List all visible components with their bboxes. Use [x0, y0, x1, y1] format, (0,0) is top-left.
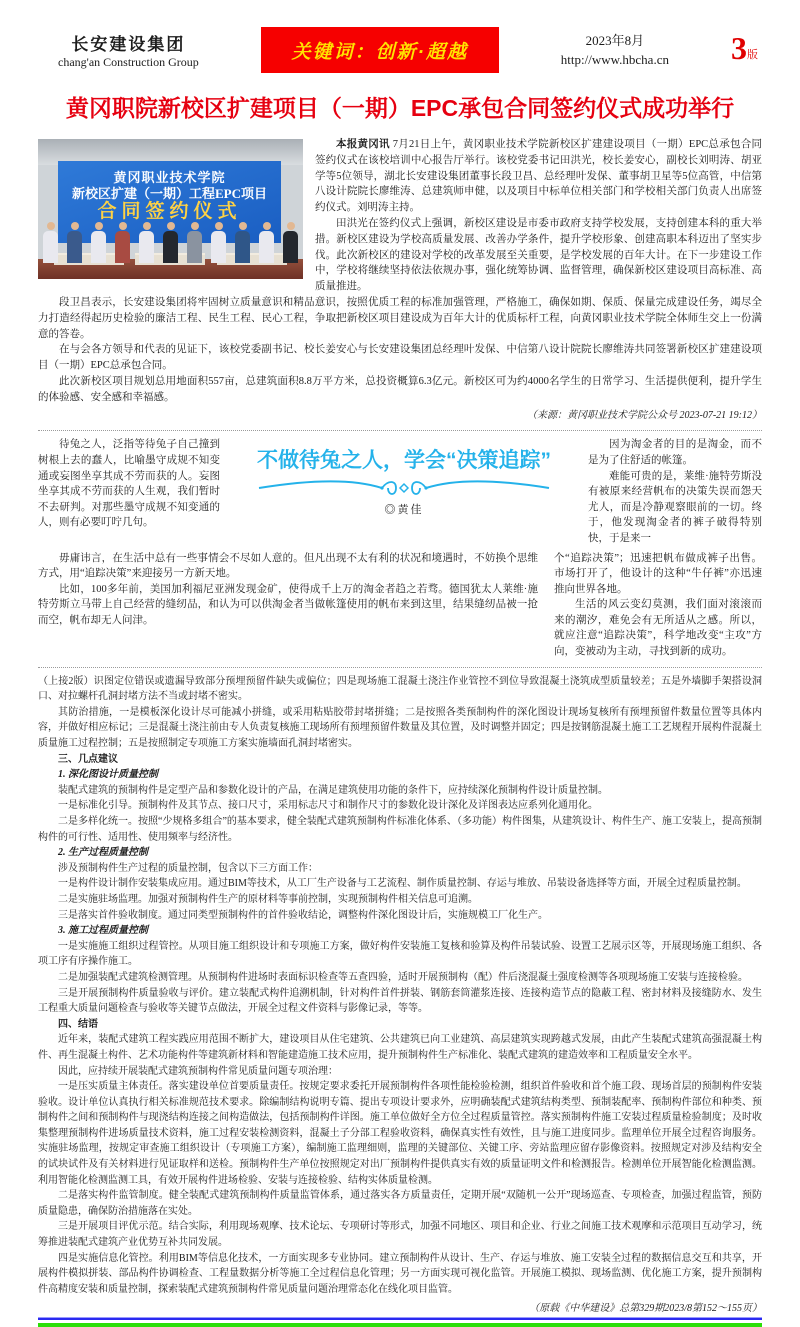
- organization-name-cn: 长安建设集团: [71, 35, 186, 54]
- paragraph: 二是实施驻场监理。加强对预制构件生产的原材料等事前控制，实现预制构件相关信息可追溯。: [58, 893, 478, 905]
- section-divider: [38, 430, 762, 431]
- essay-author: ◎黄佳: [384, 503, 424, 516]
- paragraph: 在与会各方领导和代表的见证下，该校党委副书记、校长姜安心与长安建设集团总经理叶发保、中信第八设计院院长廖维涛共同签署新校区扩建建设项目（一期）EPC总承包合同。: [38, 344, 762, 372]
- organization-block: [42, 30, 199, 70]
- dateline-label: 本报黄冈讯: [336, 138, 390, 150]
- paragraph: 一是标准化引导。预制构件及其节点、接口尺寸，采用标志尺寸和制作尺寸的参数化设计深化及详图表达应系列化通用化。: [58, 800, 598, 812]
- article-source: （原载《中华建设》总第329期2023/8第152～155页）: [529, 1303, 762, 1315]
- essay-section: [38, 437, 762, 659]
- paragraph: 个“追踪决策”；迅速把帆布做成裤子出售。市场打开了，他设计的这种“牛仔裤”亦迅速推向世界各地。: [554, 552, 762, 595]
- paragraph: 一是实施施工组织过程管控。从项目施工组织设计和专项施工方案，做好构件安装施工复核和验算及构件吊装试验、设置工艺展示区等，开展现场施工组织、各项工序有序操作施工。: [38, 940, 762, 968]
- essay-header: [234, 437, 574, 546]
- section-heading: 三、几点建议: [58, 753, 118, 765]
- screen-line2: 新校区扩建（一期）工程EPC项目: [71, 185, 267, 201]
- section-heading: 四、结语: [58, 1018, 98, 1030]
- issue-date: 2023年8月: [585, 32, 645, 48]
- masthead: [38, 26, 762, 74]
- essay-bottom-left-column: [38, 551, 538, 660]
- screen-line3: 合同签约仪式: [97, 200, 242, 222]
- paragraph: 田洪光在签约仪式上强调，新校区建设是市委市政府支持学校发展，支持创建本科的重大举措。新校区建设为学校高质量发展、改善办学条件，提升学校形象、创建高职本科迈出了坚实步伐。此次新校区的建设对学校的改革发展至关重要，是学校发展的百年大计。在下一步建设工作中，学校将继续坚持依法依规办事，强化统筹协调、监督管理，确保新校区建设项目高标准、高质量推进。: [315, 217, 762, 293]
- prefab-quality-article: [38, 674, 762, 1317]
- paragraph: 一是构件设计制作安装集成应用。通过BIM等技术，从工厂生产设备与工艺流程、制作质量控制、存运与堆放、吊装设备选择等方面，开展全过程质量控制。: [58, 878, 747, 890]
- paragraph: 待兔之人，泛指等待兔子自己撞到树根上去的蠢人，比喻墨守成规不知变通或妄图坐享其成不劳而获的人。妄图坐享其成不劳而获的人生观，我们暂时不去研判。对那些墨守成规不知变通的人，则有必要叮咛几句。: [38, 439, 220, 529]
- paragraph: 三是落实首件验收制度。通过同类型预制构件的首件验收结论，调整构件深化图设计后，实施规模工厂化生产。: [58, 909, 548, 921]
- paragraph: 本报黄冈讯 7月21日上午，黄冈职业技术学院新校区扩建建设项目（一期）EPC总承包合同签约仪式在该校培训中心报告厅举行。该校党委书记田洪光，校长姜安心，副校长刘明涛、胡亚学等5位领导，湖北长安建设集团董事长段卫昌、总经理叶发保、董事胡卫星等5位高管，中信第八设计院院长廖维涛、总建筑师申健，以及项目中标单位相关部门和学校相关部门负责人出席签约仪式。刘明涛主持。: [315, 138, 762, 214]
- paragraph: 因此，应持续开展装配式建筑预制构件常见质量问题专项治理：: [58, 1065, 338, 1077]
- main-headline: 黄冈职院新校区扩建项目（一期）EPC承包合同签约仪式成功举行: [65, 95, 735, 121]
- essay-bottom-right-column: [554, 551, 762, 660]
- page-number: [730, 29, 758, 67]
- paragraph: 三是开展项目评优示范。结合实际，利用现场观摩、技术论坛、专项研讨等形式，加强不同地区、项目和企业、行业之间施工技术观摩和示范项目互动学习，统筹推进装配式建筑产业优势互补共同发展。: [38, 1221, 762, 1249]
- screen-line1: 黄冈职业技术学院: [113, 170, 226, 185]
- paragraph: 其防治措施，一是模板深化设计尽可能减小拼缝，或采用粘贴胶带封堵拼缝；二是按照各类预制构件的深化图设计现场复核所有预埋预留件数量位置等具体内容，并做好相应标记；三是混凝土浇注前由专人负责复核施工现场所有预埋预留件数量及其位置，及时调整并固定；四是按钢筋混凝土施工工艺规程开展构件混凝土质量施工过程控制；五是按照制定专项施工方案实施墙面孔洞封堵密实。: [38, 706, 762, 750]
- website-url: http://www.hbcha.cn: [560, 52, 669, 67]
- paragraph: 装配式建筑的预制构件是定型产品和参数化设计的产品，在满足建筑使用功能的条件下，应持续深化预制构件设计质量控制。: [58, 784, 608, 796]
- section-divider: [38, 667, 762, 668]
- date-url-block: [561, 31, 669, 70]
- signing-ceremony-article: [38, 137, 762, 423]
- paragraph: 二是落实构件监管制度。健全装配式建筑预制构件质量监管体系，通过落实各方质量责任，定期开展“双随机一公开”现场巡查、专项检查，加强过程监管，预防质量隐患，确保防治措施落在实处。: [38, 1190, 762, 1217]
- photo-people-row: [42, 222, 299, 263]
- ceremony-photo: [38, 139, 303, 279]
- essay-left-column: [38, 437, 220, 546]
- sub-heading: 2. 生产过程质量控制: [58, 847, 148, 859]
- paragraph: 因为淘金者的目的是淘金，而不是为了住舒适的帐篷。: [588, 439, 762, 466]
- paragraph: 涉及预制构件生产过程的质量控制，包含以下三方面工作：: [58, 862, 318, 874]
- sub-heading: 3. 施工过程质量控制: [58, 925, 148, 937]
- organization-name-en: chang'an Construction Group: [58, 55, 199, 69]
- keyword-banner: 关键词：创新·超越: [261, 27, 499, 73]
- page-number-unit: 版: [746, 49, 758, 62]
- sub-heading: 1. 深化图设计质量控制: [58, 769, 158, 781]
- paragraph: 段卫昌表示，长安建设集团将牢固树立质量意识和精品意识，按照优质工程的标准加强管理，严格施工，确保如期、保质、保量完成建设任务，竭尽全力打造经得起历史检验的廉洁工程、民生工程、民心工程，争取把新校区项目建设成为百年大计的优质标杆工程，向黄冈职业技术学院全体师生交上一份满意的答卷。: [38, 296, 762, 340]
- flourish-icon: [254, 477, 554, 499]
- paragraph: 四是实施信息化管控。利用BIM等信息化技术，一方面实现多专业协同。建立预制构件从设计、生产、存运与堆放、施工安装全过程的数据信息交互和共享，开展构件模拟拼装、部品构件协调检查、工程量数据分析等施工全过程信息化管理；另一方面实现可视化监管。开展施工模拟、现场监测、优化施工方案，提升预制构件高精度安装和质量控制，探索装配式建筑预制构件常见质量问题治理常态化在线化项目监管。: [38, 1252, 762, 1295]
- paragraph: 二是加强装配式建筑检测管理。从预制构件进场时表面标识检查等五查四验，适时开展预制构（配）件后浇混凝土强度检测等各项现场施工安装与连接检验。: [58, 971, 748, 983]
- footer-green-rule: [38, 1323, 762, 1327]
- page-footer: [38, 1317, 762, 1327]
- paragraph: 生活的风云变幻莫测，我们面对滚滚而来的潮汐，难免会有无所适从之感。所以，就应注意“追踪决策”，科学地改变“主攻”方向，变被动为主动，寻找到新的成功。: [554, 599, 762, 658]
- paragraph: 三是开展预制构件质量验收与评价。建立装配式构件追溯机制，针对构件首件拼装、钢筋套筒灌浆连接、连接构造节点的隐蔽工程、密封材料及接缝防水、发生工程重大质量问题检查与验收等关键节点做法，开展全过程文件资料与影像记录，等等。: [38, 987, 762, 1015]
- paragraph: 难能可贵的是，莱维·施特劳斯没有被原来经营帆布的决策失误而怨天尤人，而是冷静观察眼前的一切。终于，他发现淘金者的裤子破得特别快，于是来一: [588, 470, 762, 544]
- essay-title: 不做待兔之人，学会“决策追踪”: [257, 449, 551, 473]
- paragraph: 一是压实质量主体责任。落实建设单位首要质量责任。按规定要求委托开展预制构件各项性能检验检测，组织首件验收和首个施工段、现场首层的预制构件安装验收。设计单位认真执行相关标准规范技术要求。除编制结构说明专篇、提出专项设计要求外，应明确装配式建筑结构类型、预制装配率、预制构件部位和种类、预制构件之间和预制构件与现浇结构连接之间构造做法，包括预制构件详图。施工单位做好全方位全过程质量管控。落实预制构件施工安装过程质量检验制度；及时收集整理预制构件进场质量技术资料，施工过程安装检测资料，混凝土子分部工程验收资料，确保真实性有效性，且与施工进度同步。监理单位开展全过程咨询服务。实施驻场监理，按规定审查施工组织设计（专项施工方案），编制施工监理细则，监理的关键部位、关键工序、旁站监理应留存影像资料。按照规定对涉及结构安全的试块试件及有关材料进行见证取样和送检。预制构件生产单位按照规定对出厂预制构件提供真实有效的质量证明文件和检测报告。检测单位开展智能化检测监测。利用智能化检测监测工具，有效开展构件进场检验、安装与连接检验、结构实体质量检测。: [38, 1081, 762, 1186]
- paragraph: 二是多样化统一。按照“少规格多组合”的基本要求，健全装配式建筑预制构件标准化体系、（多功能）构件图集，从建筑设计、构件生产、施工安装上，提高预制构件的可行性、适用性、使用频率与经济性。: [38, 816, 762, 843]
- paragraph: 毋庸讳言，在生活中总有一些事情会不尽如人意的。但凡出现不太有利的状况和境遇时，不妨换个思维方式，用“追踪决策”来迎接另一方新天地。: [38, 552, 538, 580]
- paragraph: 近年来，装配式建筑工程实践应用范围不断扩大，建设项目从住宅建筑、公共建筑已向工业建筑、高层建筑实现跨越式发展，由此产生装配式建筑高强混凝土构件、再生混凝土构件、艺术功能构件等建筑新材料和智能建造施工技术应用，提升预制构件生产标准化、装配式建筑的建造效率和工程质量安全水平。: [38, 1034, 762, 1061]
- continued-paragraph: （上接2版）识图定位错误或遗漏导致部分预埋预留件缺失或偏位；四是现场施工混凝土浇注作业管控不到位导致混凝土浇筑成型质量较差；五是外墙脚手架搭设洞口、对拉螺杆孔洞封堵方法不当或封堵不密实。: [38, 675, 762, 703]
- paragraph: 比如，100多年前，美国加利福尼亚洲发现金矿，使得成千上万的淘金者趋之若骛。德国犹太人莱维·施特劳斯立马带上自己经营的缝纫品，和认为可以供淘金者当做帐篷使用的帆布来到这里，结果缝纫品被一抢而空，帆布却无人问津。: [38, 583, 538, 626]
- page-number-value: 3: [730, 29, 747, 66]
- article-source: （来源：黄冈职业技术学院公众号 2023-07-21 19:12）: [527, 409, 762, 421]
- essay-right-column: [588, 437, 762, 546]
- paragraph: 此次新校区项目规划总用地面积557亩，总建筑面积8.8万平方米，总投资概算6.3亿元。新校区可为约4000名学生的日常学习、生活提供便利，提升学生的体验感、安全感和幸福感。: [38, 375, 762, 403]
